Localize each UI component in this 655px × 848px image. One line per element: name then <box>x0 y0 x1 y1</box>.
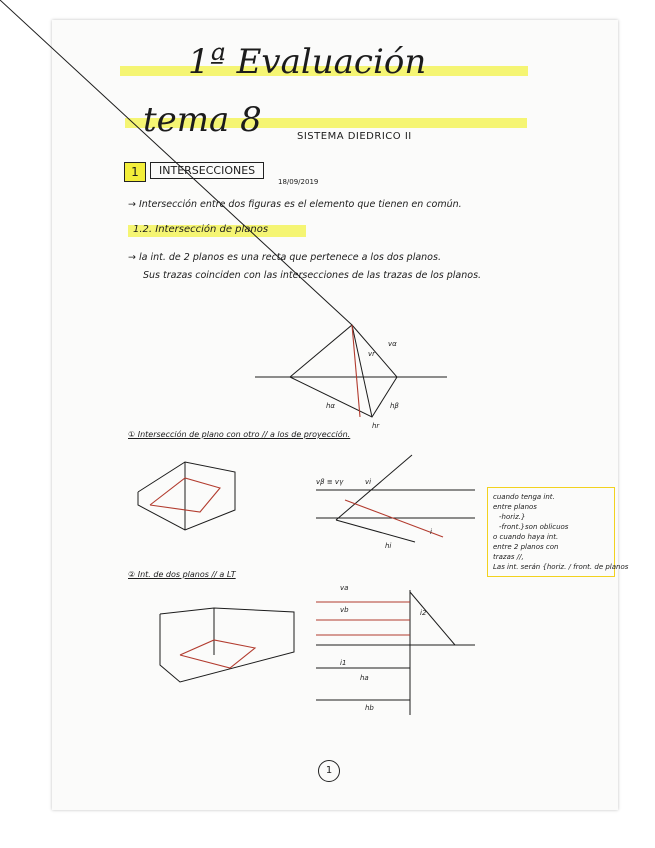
section-date: 18/09/2019 <box>278 178 319 186</box>
intersection-line-1 <box>0 0 352 325</box>
subsection-heading: 1.2. Intersección de planos <box>133 224 269 235</box>
label-i: i <box>430 528 432 536</box>
label-v-beta-gamma: vβ ≡ vγ <box>316 478 344 486</box>
section-number: 1 <box>124 162 146 182</box>
label-v-i: vi <box>365 478 372 486</box>
label-v-r: vr <box>368 350 376 358</box>
label-h-alpha: hα <box>326 402 336 410</box>
side-note-line: -front.}son oblicuos <box>499 523 569 531</box>
definition-line-1: → la int. de 2 planos es una recta que pertenece a los dos planos. <box>128 252 441 263</box>
intro-text: → Intersección entre dos figuras es el elemento que tienen en común. <box>128 199 462 210</box>
side-note-line: entre planos <box>493 503 537 511</box>
label-i2: i2 <box>420 609 427 617</box>
label-v-alpha: vα <box>388 340 397 348</box>
perspective-plane-1 <box>138 462 235 530</box>
label-h-i: hi <box>385 542 392 550</box>
side-note-line: trazas //, <box>493 553 524 561</box>
label-v-a: va <box>340 584 349 592</box>
label-h-beta: hβ <box>390 402 399 410</box>
label-h-a: ha <box>360 674 369 682</box>
side-note-line: entre 2 planos con <box>493 543 559 551</box>
section-title: INTERSECCIONES <box>150 162 264 179</box>
side-note-line: Las int. serán {horiz. / front. de planos <box>493 563 629 571</box>
evaluation-title: 1ª Evaluación <box>188 42 427 82</box>
plane-alpha-traces <box>290 325 397 417</box>
label-h-b: hb <box>365 704 374 712</box>
case-2-label: ② Int. de dos planos // a LT <box>128 570 236 579</box>
page-subtitle: SISTEMA DIEDRICO II <box>297 131 412 142</box>
label-i1: i1 <box>340 659 347 667</box>
side-note-line: o cuando haya int. <box>493 533 559 541</box>
topic-title: tema 8 <box>143 100 262 140</box>
side-note-line: cuando tenga int. <box>493 493 555 501</box>
label-h-r: hr <box>372 422 380 430</box>
plane-trace-h <box>336 520 415 542</box>
red-perspective-2 <box>180 640 255 668</box>
plane-trace-3 <box>410 592 455 645</box>
definition-line-2: Sus trazas coinciden con las intersecciones de las trazas de los planos. <box>143 270 482 281</box>
page-number: 1 <box>318 760 340 782</box>
perspective-plane-2 <box>160 608 294 682</box>
plane-trace-v <box>336 455 412 520</box>
intersection-projection <box>352 325 372 417</box>
label-v-b: vb <box>340 606 349 614</box>
red-intersection-1 <box>352 325 360 417</box>
side-note-line: -horiz.} <box>499 513 526 521</box>
case-1-label: ① Intersección de plano con otro // a los de proyección. <box>128 430 351 439</box>
